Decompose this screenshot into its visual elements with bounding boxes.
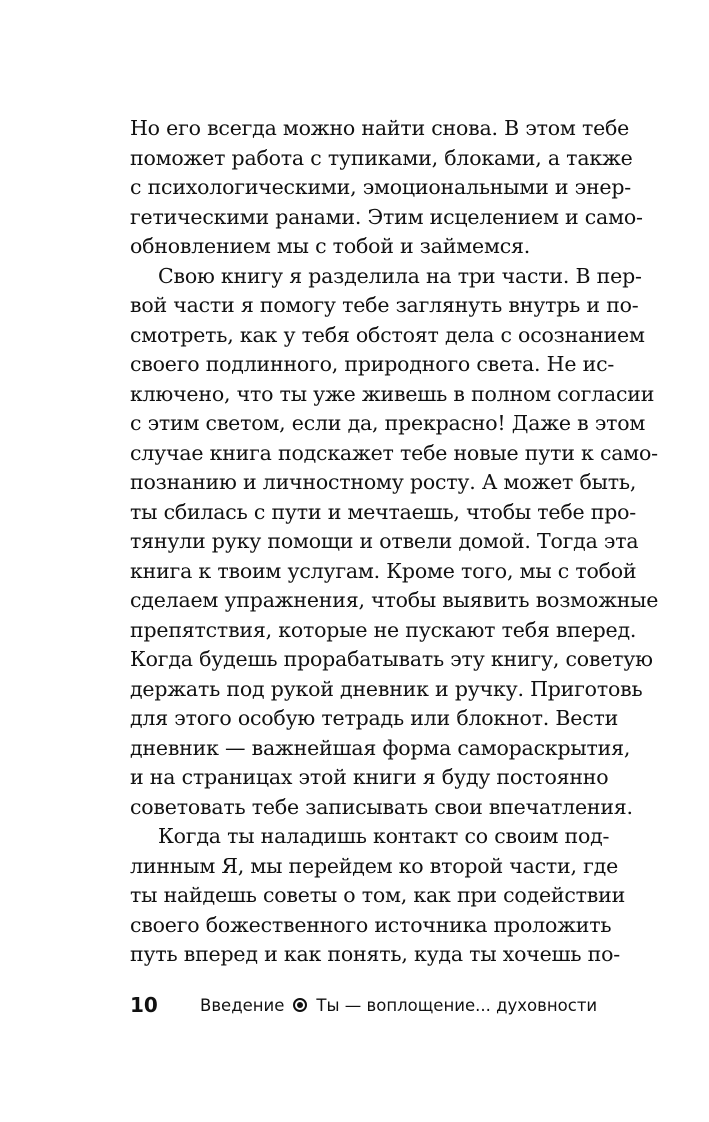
text-line: обновлением мы с тобой и займемся. [130, 234, 531, 258]
text-line: поможет работа с тупиками, блоками, а также [130, 145, 633, 170]
text-line: тянули руку помощи и отвели домой. Тогда эта [130, 529, 639, 553]
text-line: и на страницах этой книги я буду постоянно [130, 765, 609, 789]
page-footer [130, 990, 608, 1020]
page-number: 10 [130, 993, 158, 1017]
text-line: сделаем упражнения, чтобы выявить возможные [130, 588, 659, 612]
text-line: познанию и личностному росту. А может быть, [130, 470, 637, 494]
text-line: смотреть, как у тебя обстоят дела с осознанием [130, 322, 645, 347]
text-line: ты сбилась с пути и мечтаешь, чтобы тебе про- [130, 499, 636, 524]
running-head [200, 996, 597, 1015]
text-line: препятствия, которые не пускают тебя вперед. [130, 617, 637, 642]
circle-dot-ornament-icon [293, 998, 307, 1012]
text-line: советовать тебе записывать свои впечатления. [130, 794, 633, 819]
text-line: своего божественного источника проложить [130, 912, 612, 937]
running-head-chapter: Ты — воплощение... духовности [316, 995, 598, 1015]
text-line: с психологическими, эмоциональными и энер- [130, 175, 631, 199]
text-line: Когда ты наладишь контакт со своим под- [158, 824, 610, 848]
text-line: вой части я помогу тебе заглянуть внутрь и по- [130, 293, 639, 317]
text-line: случае книга подскажет тебе новые пути к само- [130, 440, 658, 465]
text-line: линным Я, мы перейдем ко второй части, где [130, 853, 619, 878]
text-line: Когда будешь прорабатывать эту книгу, советую [130, 647, 653, 671]
text-line: Но его всегда можно найти снова. В этом тебе [130, 116, 630, 140]
text-line: ключено, что ты уже живешь в полном согласии [130, 381, 655, 406]
text-line: гетическими ранами. Этим исцелением и само- [130, 204, 643, 229]
text-line: для этого особую тетрадь или блокнот. Вести [130, 706, 619, 730]
text-line: дневник — важнейшая форма самораскрытия, [130, 735, 631, 760]
body-text [130, 114, 659, 970]
text-line: Свою книгу я разделила на три части. В пер- [158, 263, 642, 288]
running-head-section: Введение [200, 995, 285, 1015]
text-line: своего подлинного, природного света. Не ис- [130, 352, 615, 376]
text-line: с этим светом, если да, прекрасно! Даже в этом [130, 411, 646, 435]
text-line: ты найдешь советы о том, как при содействии [130, 883, 626, 907]
text-line: путь вперед и как понять, куда ты хочешь по- [130, 942, 621, 966]
text-line: держать под рукой дневник и ручку. Приготовь [130, 676, 643, 701]
text-line: книга к твоим услугам. Кроме того, мы с тобой [130, 558, 637, 583]
